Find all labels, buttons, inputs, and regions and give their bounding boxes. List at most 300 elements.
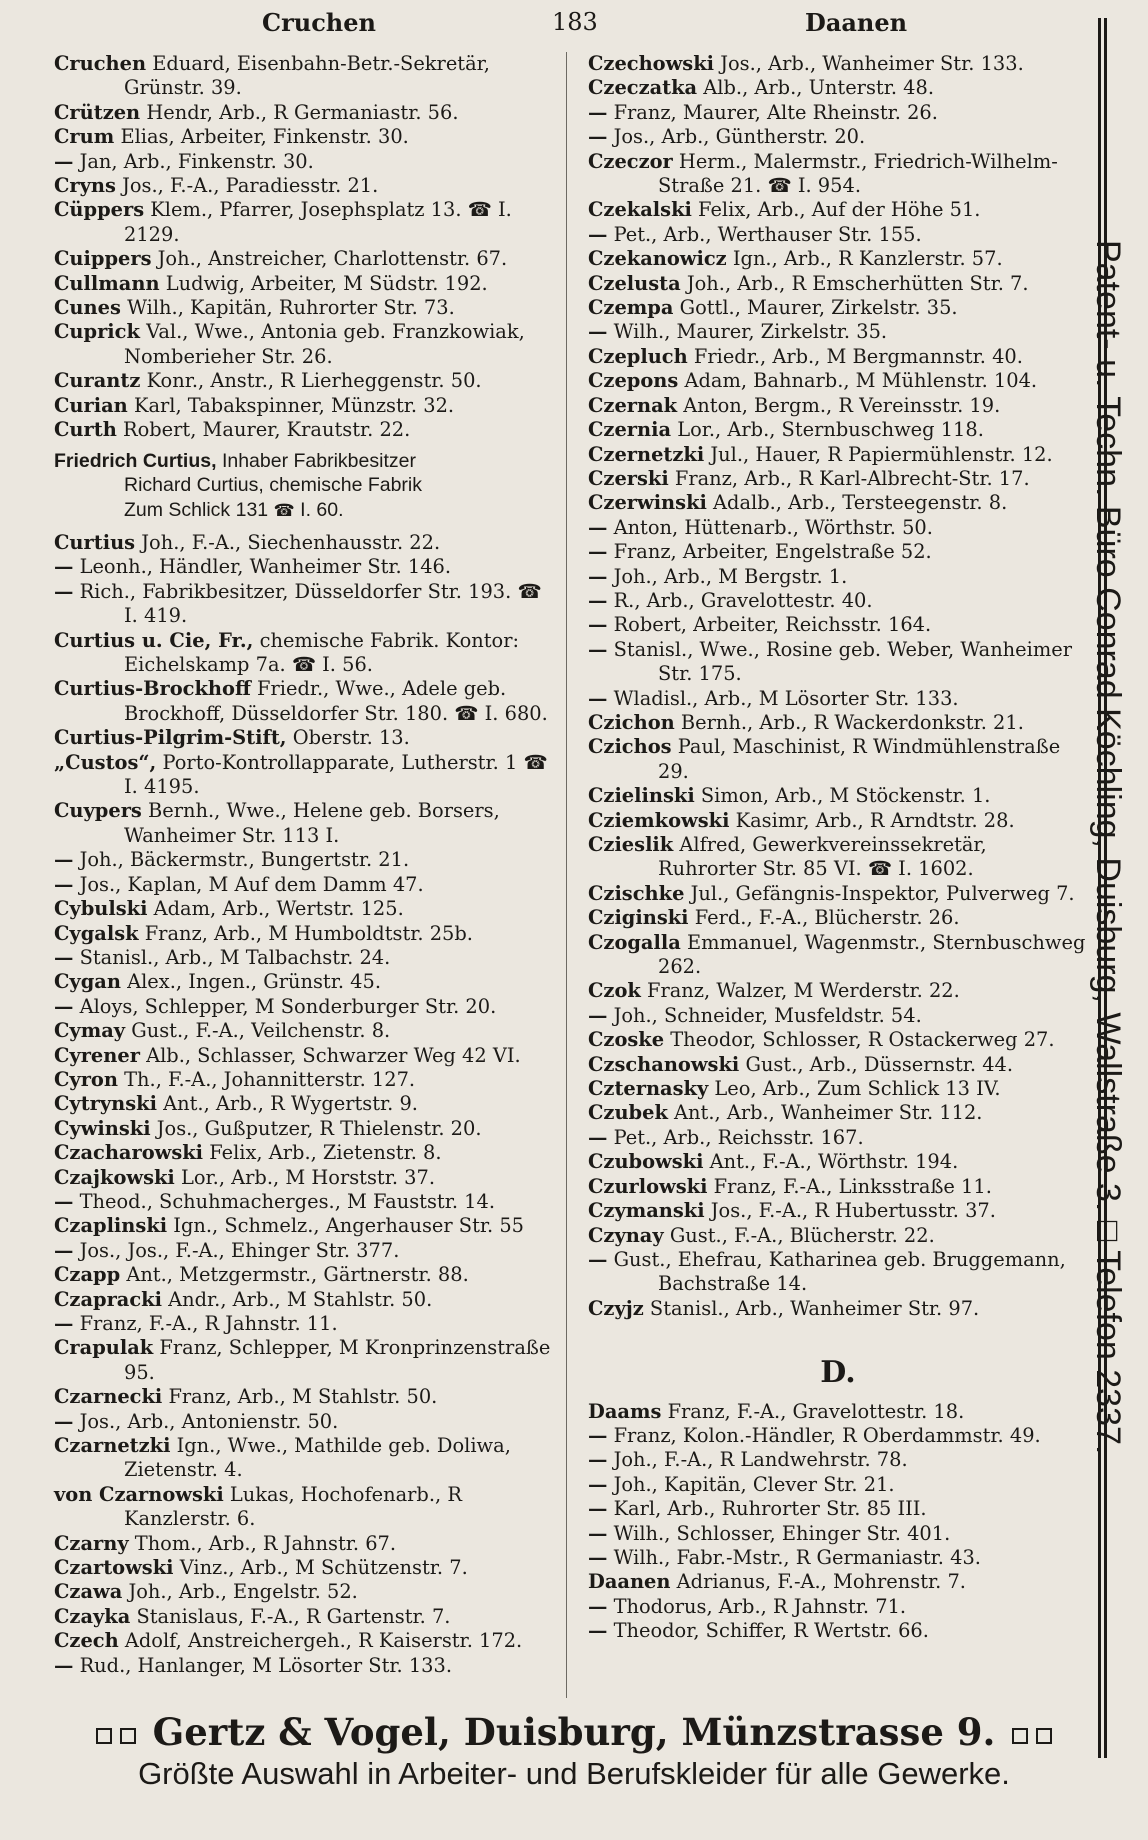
square-icon (120, 1728, 136, 1744)
directory-entry (588, 369, 1088, 393)
directory-entry (54, 1605, 554, 1629)
entry-name: „Custos“, (54, 750, 157, 774)
entry-name: Czichon (588, 710, 675, 734)
entry-name: Czielinski (588, 784, 695, 808)
entry-details: Karl, Arb., Ruhrorter Str. 85 III. (613, 1497, 927, 1521)
page-number: 183 (552, 8, 598, 36)
entry-details: Emmanuel, Wagenmstr., Sternbuschweg 262. (658, 930, 1086, 979)
entry-details: Franz, Kolon.-Händler, R Oberdammstr. 49. (613, 1423, 1041, 1447)
entry-details: Jos., F.-A., Paradiesstr. 21. (122, 174, 379, 198)
entry-name: — (588, 1003, 608, 1027)
entry-name: Czernetzki (588, 442, 705, 466)
entry-name: — (54, 1312, 74, 1335)
directory-entry (54, 751, 554, 800)
entry-details: Franz, Arbeiter, Engelstraße 52. (613, 540, 932, 564)
entry-name: — (588, 515, 608, 539)
entry-details: Thodorus, Arb., R Jahnstr. 71. (613, 1594, 907, 1618)
entry-name: Czekanowicz (588, 247, 727, 271)
entry-details: Klem., Pfarrer, Josephsplatz 13. ☎ I. 2129. (124, 198, 512, 246)
directory-entry (588, 1053, 1088, 1077)
directory-entry (588, 1004, 1088, 1028)
directory-entry (54, 272, 554, 296)
directory-entry (588, 1248, 1088, 1297)
directory-entry (54, 125, 554, 149)
entry-name: Cytrynski (54, 1092, 157, 1116)
entry-name: Cziemkowski (588, 808, 730, 832)
entry-name: Czapracki (54, 1287, 162, 1311)
entry-name: Curtius u. Cie, Fr., (54, 628, 254, 652)
directory-entry (54, 1166, 554, 1190)
directory-entry (588, 52, 1088, 76)
entry-details: Th., F.-A., Johannitterstr. 127. (124, 1067, 416, 1091)
entry-name: Cunes (54, 296, 121, 320)
entry-details: Theod., Schuhmacherges., M Fauststr. 14. (79, 1189, 496, 1213)
entry-details: Adrianus, F.-A., Mohrenstr. 7. (676, 1570, 966, 1594)
square-icon (1036, 1728, 1052, 1744)
entry-details: Lor., Arb., M Horststr. 37. (180, 1165, 436, 1189)
entry-details: Alex., Ingen., Grünstr. 45. (127, 970, 381, 994)
directory-entry (54, 150, 554, 174)
entry-details: Franz, Arb., R Karl-Albrecht-Str. 17. (674, 466, 1030, 490)
directory-entry (588, 1199, 1088, 1223)
directory-entry (588, 150, 1088, 199)
entry-name: Czekalski (588, 198, 692, 222)
entry-name: Czerski (588, 466, 669, 490)
directory-entry (588, 540, 1088, 564)
entry-name: — (588, 588, 608, 612)
directory-entry (54, 946, 554, 970)
entry-details: Jos., Kaplan, M Auf dem Damm 47. (79, 872, 424, 896)
entry-name: Czechowski (588, 52, 715, 75)
entry-details: Jos., F.-A., R Hubertusstr. 37. (710, 1199, 996, 1223)
directory-entry (588, 1224, 1088, 1248)
entry-name: — (54, 994, 74, 1018)
directory-entry (588, 76, 1088, 100)
entry-details: Joh., Arb., R Emscherhütten Str. 7. (686, 271, 1029, 295)
entry-name: Curantz (54, 369, 141, 393)
entry-details: Adam, Arb., Wertstr. 125. (153, 897, 404, 921)
entry-details: Alb., Schlasser, Schwarzer Weg 42 VI. (146, 1043, 521, 1067)
entry-name: — (588, 100, 608, 124)
directory-entry (588, 247, 1088, 271)
entry-name: — (588, 1545, 608, 1569)
entry-name: Cymay (54, 1019, 126, 1043)
entry-details: Adolf, Anstreichergeh., R Kaiserstr. 172. (124, 1629, 523, 1653)
entry-details: Joh., Arb., Engelstr. 52. (128, 1580, 358, 1604)
directory-entry (54, 1239, 554, 1263)
directory-entry (588, 711, 1088, 735)
directory-entry (588, 833, 1088, 882)
entry-details: Ign., Schmelz., Angerhauser Str. 55 (173, 1214, 525, 1238)
entry-details: Franz, Schlepper, M Kronprinzenstraße 95. (124, 1336, 551, 1384)
directory-entry (588, 735, 1088, 784)
directory-entry (54, 580, 554, 629)
ad-entry-phone: I. 60. (300, 498, 344, 521)
entry-details: Aloys, Schlepper, M Sonderburger Str. 20. (79, 994, 497, 1018)
entry-details: Wladisl., Arb., M Lösorter Str. 133. (613, 686, 959, 710)
directory-entry (588, 1297, 1088, 1321)
entry-details: Rud., Hanlanger, M Lösorter Str. 133. (79, 1653, 452, 1677)
directory-entry (588, 467, 1088, 491)
directory-entry (54, 1141, 554, 1165)
entry-details: Joh., Anstreicher, Charlottenstr. 67. (157, 247, 508, 271)
directory-entry (588, 1077, 1088, 1101)
directory-entry (588, 589, 1088, 613)
directory-entry (588, 320, 1088, 344)
directory-entry (54, 296, 554, 320)
directory-entry (588, 906, 1088, 930)
directory-entry (588, 101, 1088, 125)
entry-name: — (588, 1594, 608, 1618)
entry-name: Czepons (588, 369, 679, 393)
directory-entry (588, 418, 1088, 442)
ad-entry-line1: Inhaber Fabrikbesitzer (221, 449, 416, 472)
entry-name: — (54, 1238, 74, 1262)
entry-name: von Czarnowski (54, 1482, 224, 1506)
entry-details: Jan, Arb., Finkenstr. 30. (79, 149, 314, 173)
entry-details: Thom., Arb., R Jahnstr. 67. (134, 1531, 397, 1555)
entry-name: Cybulski (54, 897, 148, 921)
entry-details: Friedr., Arb., M Bergmannstr. 40. (693, 344, 1023, 368)
entry-details: Pet., Arb., Reichsstr. 167. (613, 1125, 864, 1149)
entry-details: Ant., Arb., Wanheimer Str. 112. (674, 1101, 983, 1125)
directory-entry (588, 125, 1088, 149)
directory-entry (54, 1092, 554, 1116)
entry-name: Curtius-Brockhoff (54, 677, 251, 701)
directory-entry (54, 629, 554, 678)
entry-name: Crum (54, 125, 115, 149)
entry-name: Czoske (588, 1028, 665, 1052)
square-icon (96, 1728, 112, 1744)
entry-name: Cuypers (54, 799, 142, 823)
entry-name: — (588, 1619, 608, 1643)
directory-entry (588, 613, 1088, 637)
entry-details: Herm., Malermstr., Friedrich-Wilhelm-Straße 21. ☎ I. 954. (658, 149, 1058, 198)
directory-entry (588, 491, 1088, 515)
entry-details: Franz, Arb., M Humboldtstr. 25b. (144, 921, 473, 945)
entry-details: Jos., Arb., Antonienstr. 50. (79, 1409, 339, 1433)
directory-entry (54, 394, 554, 418)
directory-entry (54, 1068, 554, 1092)
entry-name: Czech (54, 1629, 119, 1653)
entry-details: Lukas, Hochofenarb., R Kanzlerstr. 6. (124, 1482, 462, 1531)
entry-name: — (54, 149, 74, 173)
entry-name: Czajkowski (54, 1165, 175, 1189)
right-column (588, 52, 1088, 1644)
directory-entry (588, 882, 1088, 906)
directory-entry (54, 1117, 554, 1141)
entry-details: Theodor, Schlosser, R Ostackerweg 27. (670, 1028, 1055, 1052)
directory-entry (54, 677, 554, 726)
ad-entry-line2: Richard Curtius, chemische Fabrik (124, 474, 423, 496)
entry-details: Franz, Walzer, M Werderstr. 22. (647, 979, 960, 1003)
entry-details: Leo, Arb., Zum Schlick 13 IV. (714, 1077, 1001, 1101)
entry-details: Bernh., Wwe., Helene geb. Borsers, Wanheimer Str. 113 I. (124, 799, 500, 847)
entry-name: Czelusta (588, 271, 681, 295)
entry-name: Curth (54, 418, 117, 442)
entry-name: Cryns (54, 174, 116, 198)
entry-name: Cuprick (54, 320, 140, 344)
directory-entry (54, 922, 554, 946)
entry-details: Ign., Arb., R Kanzlerstr. 57. (732, 247, 1003, 271)
directory-entry (54, 198, 554, 247)
directory-entry (54, 995, 554, 1019)
directory-entry (588, 443, 1088, 467)
entry-name: Daanen (588, 1570, 671, 1594)
entry-details: Franz, F.-A., R Jahnstr. 11. (79, 1312, 338, 1335)
entry-details: Ferd., F.-A., Blücherstr. 26. (694, 906, 960, 930)
entry-details: Robert, Maurer, Krautstr. 22. (122, 418, 411, 442)
entry-name: Curtius (54, 531, 136, 554)
square-icon (1012, 1728, 1028, 1744)
ad-entry-line3: Zum Schlick 131 (124, 498, 269, 521)
entry-name: Czarny (54, 1531, 129, 1555)
directory-entry (588, 1400, 1088, 1424)
entry-details: Gust., Ehefrau, Katharinea geb. Bruggemann, Bachstraße 14. (613, 1247, 1066, 1296)
directory-entry (54, 1385, 554, 1409)
entry-name: Crapulak (54, 1336, 154, 1360)
entry-details: Leonh., Händler, Wanheimer Str. 146. (79, 555, 452, 579)
directory-entry (54, 1654, 554, 1678)
entry-details: Pet., Arb., Werthauser Str. 155. (613, 222, 922, 246)
entry-details: Jos., Arb., Güntherstr. 20. (613, 125, 866, 149)
directory-entry (54, 799, 554, 848)
directory-entry (588, 979, 1088, 1003)
directory-entry (54, 1410, 554, 1434)
directory-entry (54, 320, 554, 369)
footer-line1: Gertz & Vogel, Duisburg, Münzstrasse 9. (152, 1710, 996, 1754)
entry-name: — (588, 320, 608, 344)
entry-details: Franz, Maurer, Alte Rheinstr. 26. (613, 100, 938, 124)
column-divider (566, 52, 567, 1698)
directory-entry (54, 1190, 554, 1214)
entry-name: — (588, 613, 608, 637)
directory-entry (588, 1126, 1088, 1150)
entry-details: Jul., Hauer, R Papiermühlenstr. 12. (710, 442, 1053, 466)
entry-name: — (588, 222, 608, 246)
directory-entry (588, 1448, 1088, 1472)
entry-name: Czayka (54, 1604, 131, 1628)
directory-entry (588, 1424, 1088, 1448)
directory-entry (588, 1101, 1088, 1125)
entry-details: Ant., F.-A., Wörthstr. 194. (709, 1150, 959, 1174)
entry-details: Stanisl., Arb., Wanheimer Str. 97. (649, 1296, 980, 1320)
entry-name: — (588, 1448, 608, 1472)
entry-details: Franz, F.-A., Gravelottestr. 18. (667, 1399, 965, 1423)
entry-details: Joh., F.-A., Siechenhausstr. 22. (141, 531, 441, 554)
directory-entry (54, 531, 554, 555)
entry-details: R., Arb., Gravelottestr. 40. (613, 588, 873, 612)
directory-entry (54, 1263, 554, 1287)
entry-name: — (588, 686, 608, 710)
entry-name: — (54, 1653, 74, 1677)
entry-name: Czischke (588, 881, 685, 905)
entry-details: Jul., Gefängnis-Inspektor, Pulverweg 7. (690, 881, 1075, 905)
directory-entry (588, 1497, 1088, 1521)
entry-details: Hendr, Arb., R Germaniastr. 56. (146, 100, 459, 124)
entry-name: Czieslik (588, 833, 674, 856)
entry-details: Gust., F.-A., Blücherstr. 22. (669, 1223, 935, 1247)
section-letter: D. (820, 1355, 856, 1391)
directory-entry (54, 101, 554, 125)
directory-entry (588, 809, 1088, 833)
directory-entry (54, 174, 554, 198)
entry-name: Czogalla (588, 930, 681, 954)
directory-entry (54, 1629, 554, 1653)
entry-details: Rich., Fabrikbesitzer, Düsseldorfer Str. 193. ☎ I. 419. (79, 579, 542, 628)
entry-details: Wilh., Fabr.-Mstr., R Germaniastr. 43. (613, 1545, 981, 1569)
entry-name: Czempa (588, 296, 674, 320)
directory-entry (588, 198, 1088, 222)
entry-name: — (588, 1472, 608, 1496)
entry-name: Czaplinski (54, 1214, 168, 1238)
entry-name: — (588, 1423, 608, 1447)
running-head-right: Daanen (805, 8, 908, 37)
directory-entry (54, 1312, 554, 1336)
directory-entry (588, 931, 1088, 980)
entry-details: Stanisl., Arb., M Talbachstr. 24. (79, 945, 391, 969)
entry-name: — (54, 848, 74, 872)
entry-name: Curian (54, 393, 128, 417)
directory-entry (588, 1473, 1088, 1497)
entry-details: Gottl., Maurer, Zirkelstr. 35. (679, 296, 958, 320)
entry-name: — (54, 1409, 74, 1433)
directory-entry (54, 1336, 554, 1385)
entry-name: — (588, 564, 608, 588)
directory-entry (54, 555, 554, 579)
directory-entry (588, 1175, 1088, 1199)
entry-details: Ludwig, Arbeiter, M Südstr. 192. (165, 271, 488, 295)
directory-entry (588, 638, 1088, 687)
entry-details: Ign., Wwe., Mathilde geb. Doliwa, Zietenstr. 4. (124, 1434, 511, 1482)
entry-details: Gust., Arb., Düssernstr. 44. (745, 1052, 1014, 1076)
footer-line2: Größte Auswahl in Arbeiter- und Berufskleider für alle Gewerke. (138, 1756, 1010, 1791)
directory-entry (54, 848, 554, 872)
entry-name: Czartowski (54, 1556, 174, 1580)
entry-name: Czeczatka (588, 76, 698, 100)
entry-name: Czepluch (588, 344, 688, 368)
entry-name: Czawa (54, 1580, 123, 1604)
entry-name: Cziginski (588, 906, 689, 930)
entry-name: — (54, 555, 74, 579)
entry-details: Anton, Bergm., R Vereinsstr. 19. (683, 393, 1001, 417)
entry-details: Joh., Kapitän, Clever Str. 21. (613, 1472, 895, 1496)
directory-entry (588, 1522, 1088, 1546)
entry-name: Cruchen (54, 52, 147, 75)
entry-name: Czymanski (588, 1199, 705, 1223)
entry-details: Vinz., Arb., M Schützenstr. 7. (179, 1556, 468, 1580)
entry-name: Czynay (588, 1223, 664, 1247)
directory-entry (588, 1570, 1088, 1594)
entry-name: Czarnecki (54, 1385, 163, 1409)
footer-advert-title (54, 1710, 1094, 1754)
entry-details: Felix, Arb., Auf der Höhe 51. (698, 198, 981, 222)
directory-entry (588, 296, 1088, 320)
entry-details: Ant., Arb., R Wygertstr. 9. (163, 1092, 418, 1116)
entry-name: Cüppers (54, 198, 145, 222)
directory-entry (588, 1595, 1088, 1619)
entry-details: Jos., Jos., F.-A., Ehinger Str. 377. (79, 1238, 400, 1262)
entry-details: Felix, Arb., Zietenstr. 8. (209, 1141, 442, 1165)
entry-details: Jos., Arb., Wanheimer Str. 133. (720, 52, 1024, 75)
directory-entry (588, 1150, 1088, 1174)
entry-details: Robert, Arbeiter, Reichsstr. 164. (613, 613, 932, 637)
entry-details: Anton, Hüttenarb., Wörthstr. 50. (613, 515, 933, 539)
entry-details: Karl, Tabakspinner, Münzstr. 32. (133, 393, 455, 417)
entry-details: Oberstr. 13. (292, 726, 410, 750)
entry-details: Elias, Arbeiter, Finkenstr. 30. (120, 125, 409, 149)
entry-name: — (54, 945, 74, 969)
entry-name: — (588, 1497, 608, 1521)
entry-name: Czacharowski (54, 1141, 204, 1165)
directory-entry (54, 1580, 554, 1604)
entry-name: Cuippers (54, 247, 152, 271)
entry-name: — (588, 125, 608, 149)
entry-details: Adalb., Arb., Tersteegenstr. 8. (713, 491, 1008, 515)
entry-details: Theodor, Schiffer, R Wertstr. 66. (613, 1619, 929, 1643)
entry-details: Stanislaus, F.-A., R Gartenstr. 7. (136, 1604, 451, 1628)
directory-entry (54, 970, 554, 994)
entry-name: Daams (588, 1399, 662, 1423)
entry-details: Lor., Arb., Sternbuschweg 118. (677, 418, 984, 442)
left-column (54, 52, 554, 1678)
entry-name: — (588, 1247, 608, 1271)
entry-name: — (588, 1125, 608, 1149)
entry-name: Czernia (588, 418, 672, 442)
entry-details: Franz, Arb., M Stahlstr. 50. (168, 1385, 438, 1409)
directory-entry (588, 516, 1088, 540)
directory-entry (54, 52, 554, 101)
entry-name: — (588, 540, 608, 564)
directory-entry (54, 1556, 554, 1580)
entry-details: Wilh., Kapitän, Ruhrorter Str. 73. (127, 296, 455, 320)
entry-details: Stanisl., Wwe., Rosine geb. Weber, Wanheimer Str. 175. (613, 637, 1072, 686)
directory-entry (588, 565, 1088, 589)
entry-details: Joh., Bäckermstr., Bungertstr. 21. (79, 848, 410, 872)
entry-name: Czapp (54, 1263, 121, 1287)
directory-entry (588, 1028, 1088, 1052)
sidebar-advert-text: Patent- u. Techn. Büro Conrad Köchling, Duisburg, Wallstraße 3. □ Telefon 2337. (1089, 240, 1127, 1455)
entry-details: Porto-Kontrollapparate, Lutherstr. 1 ☎ I. 4195. (124, 750, 548, 799)
entry-details: Jos., Gußputzer, R Thielenstr. 20. (156, 1116, 482, 1140)
directory-entry (588, 784, 1088, 808)
advertised-entry (54, 449, 554, 524)
entry-details: Simon, Arb., M Stöckenstr. 1. (700, 784, 991, 808)
entry-details: Joh., Arb., M Bergstr. 1. (613, 564, 848, 588)
entry-name: Czurlowski (588, 1174, 708, 1198)
directory-entry (54, 726, 554, 750)
entry-details: Bernh., Arb., R Wackerdonkstr. 21. (680, 710, 1024, 734)
directory-entry (54, 1434, 554, 1483)
entry-name: Cywinski (54, 1116, 151, 1140)
directory-entry (588, 345, 1088, 369)
entry-name: — (588, 1521, 608, 1545)
entry-details: Joh., Schneider, Musfeldstr. 54. (613, 1003, 922, 1027)
entry-details: Adam, Bahnarb., M Mühlenstr. 104. (684, 369, 1038, 393)
directory-entry (588, 394, 1088, 418)
entry-details: Val., Wwe., Antonia geb. Franzkowiak, Nomberieher Str. 26. (124, 320, 525, 368)
entry-name: Czyjz (588, 1296, 644, 1320)
entry-details: Paul, Maschinist, R Windmühlenstraße 29. (658, 735, 1061, 783)
entry-name: Czeczor (588, 149, 673, 173)
entry-name: Crützen (54, 100, 141, 124)
directory-entry (54, 247, 554, 271)
entry-details: Gust., F.-A., Veilchenstr. 8. (131, 1019, 391, 1043)
entry-name: Cygan (54, 970, 121, 994)
entry-details: Andr., Arb., M Stahlstr. 50. (168, 1287, 433, 1311)
directory-entry (54, 873, 554, 897)
phone-icon: ☎ (273, 500, 295, 520)
